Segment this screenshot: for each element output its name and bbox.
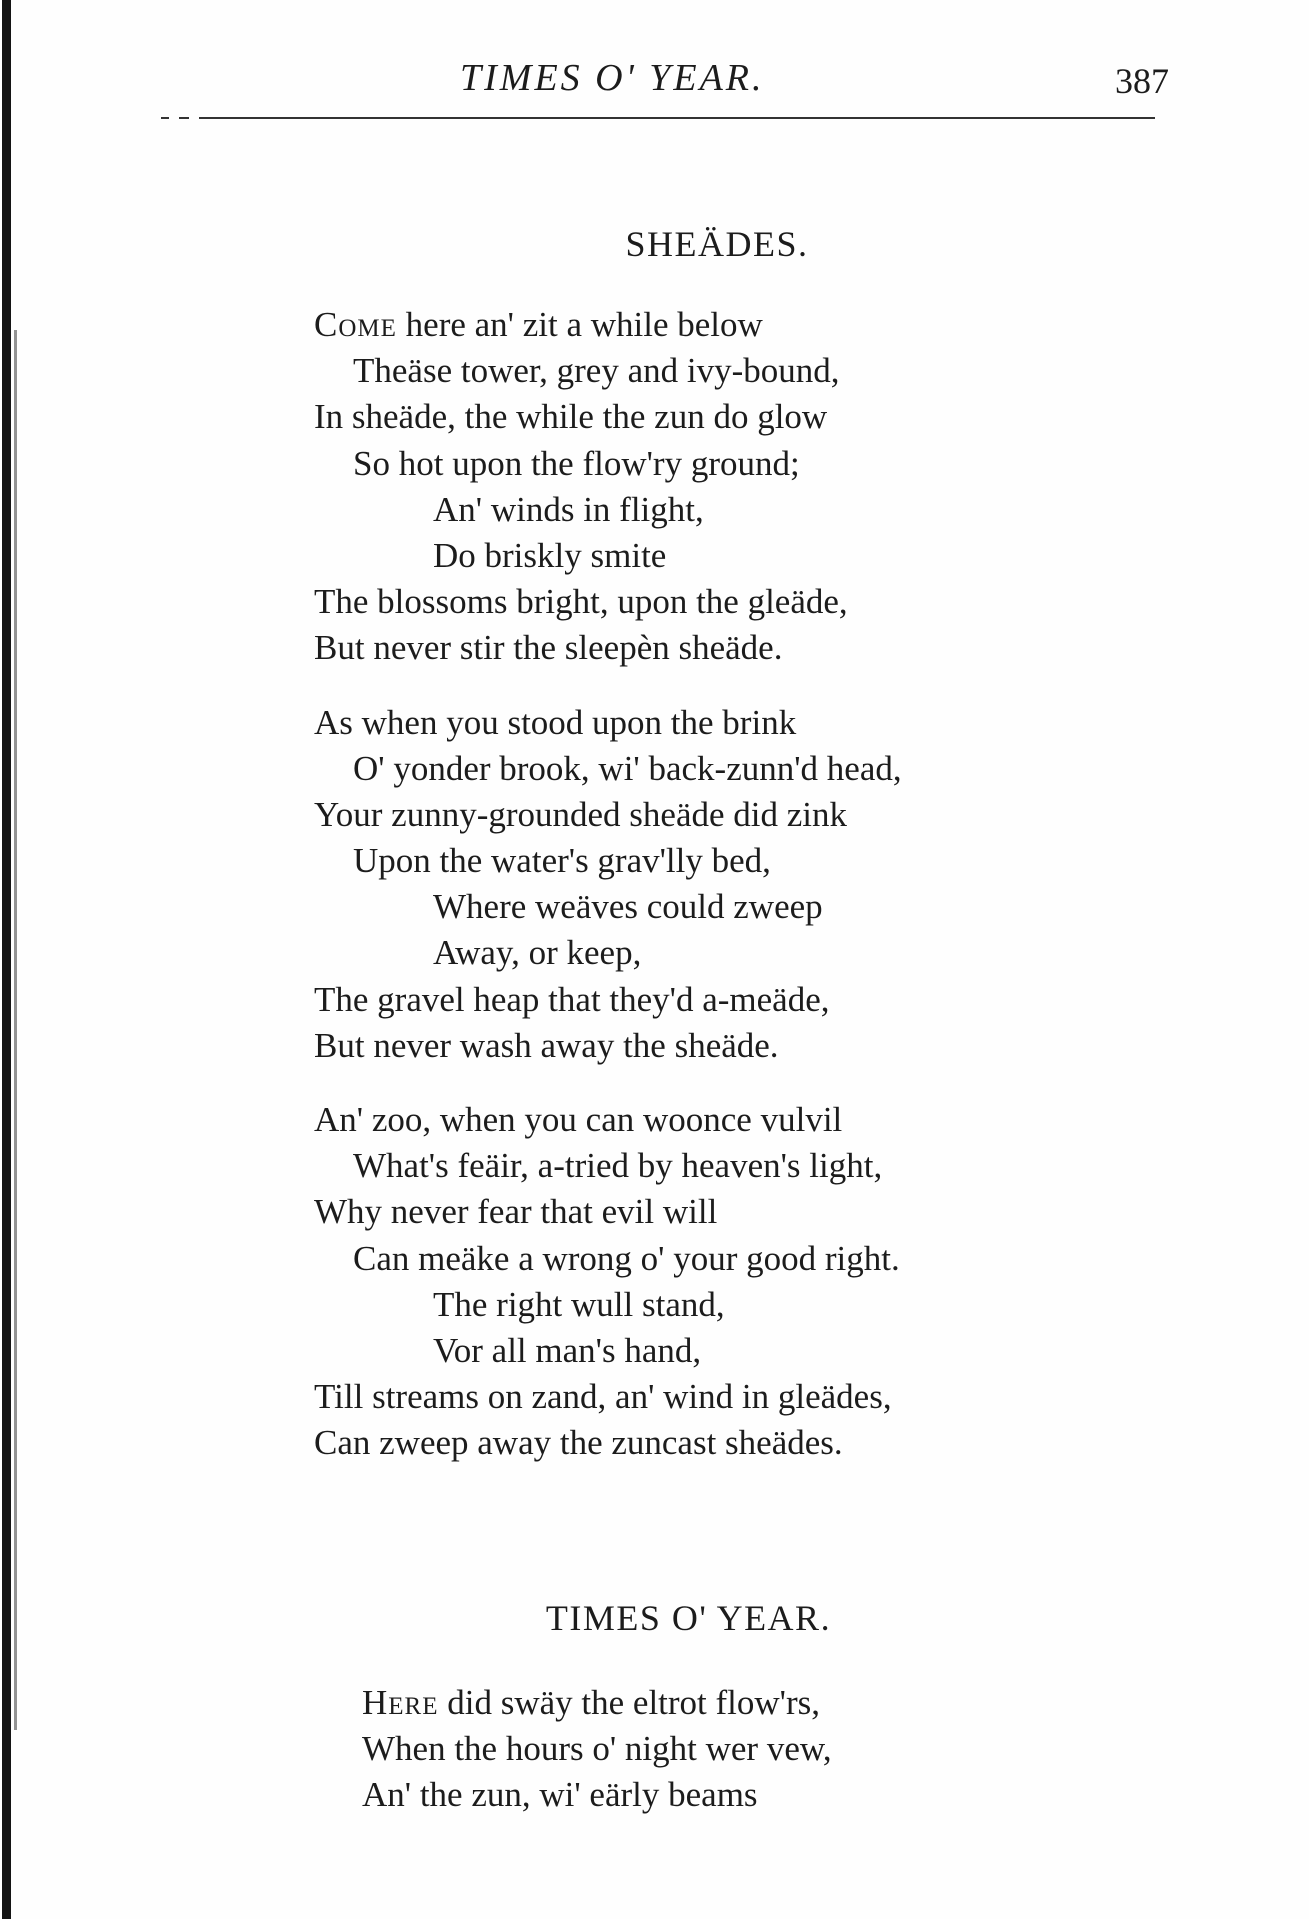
poem-line: But never stir the sleepèn sheäde. bbox=[314, 628, 783, 668]
poem-line: Can zweep away the zuncast sheädes. bbox=[314, 1423, 843, 1463]
poem-line: An' winds in flight, bbox=[433, 489, 704, 529]
poem-line: O' yonder brook, wi' back-zunn'd head, bbox=[353, 748, 902, 788]
poem-line: Why never fear that evil will bbox=[314, 1192, 718, 1232]
stanza-2 bbox=[314, 700, 1194, 1070]
small-caps-opening: Here bbox=[362, 1683, 439, 1722]
poem-line: An' the zun, wi' eärly beams bbox=[362, 1775, 758, 1815]
poem-times-o-year bbox=[362, 1680, 1162, 1819]
poem-line bbox=[362, 1680, 1162, 1726]
poem-line: An' zoo, when you can woonce vulvil bbox=[314, 1100, 843, 1139]
poem-line bbox=[314, 302, 1194, 348]
poem-line: In sheäde, the while the zun do glow bbox=[314, 397, 828, 437]
poem-line: The right wull stand, bbox=[433, 1284, 725, 1324]
poem-line: When the hours o' night wer vew, bbox=[362, 1729, 832, 1769]
poem-line: But never wash away the sheäde. bbox=[314, 1025, 779, 1065]
first-line-text: here an' zit a while below bbox=[396, 305, 763, 344]
gutter-shadow bbox=[14, 330, 17, 1730]
poem-line: Where weäves could zweep bbox=[433, 887, 823, 927]
poem-line: Away, or keep, bbox=[433, 933, 642, 973]
poem-sheades bbox=[314, 302, 1194, 1495]
poem-line: Can meäke a wrong o' your good right. bbox=[353, 1238, 900, 1278]
running-head: TIMES O' YEAR. bbox=[460, 57, 765, 99]
poem-line: Your zunny-grounded sheäde did zink bbox=[314, 794, 848, 834]
stanza-3 bbox=[314, 1097, 1194, 1467]
poem-line: So hot upon the flow'ry ground; bbox=[353, 443, 800, 483]
poem-line: Vor all man's hand, bbox=[433, 1330, 702, 1370]
page-number: 387 bbox=[1115, 61, 1169, 101]
poem-title-sheades: SHEÄDES. bbox=[625, 224, 809, 264]
poem-title-times-o-year: TIMES O' YEAR. bbox=[545, 1598, 832, 1638]
poem-line: Upon the water's grav'lly bed, bbox=[353, 841, 771, 881]
small-caps-opening: Come bbox=[314, 305, 397, 344]
poem-line: The gravel heap that they'd a-meäde, bbox=[314, 979, 830, 1019]
poem-line: Do briskly smite bbox=[433, 535, 667, 575]
first-line-text: did swäy the eltrot flow'rs, bbox=[438, 1683, 821, 1722]
poem-line: What's feäir, a-tried by heaven's light, bbox=[353, 1146, 883, 1186]
poem-line: Till streams on zand, an' wind in gleädes, bbox=[314, 1377, 892, 1417]
poem-line: Theäse tower, grey and ivy-bound, bbox=[353, 351, 840, 391]
poem-line: The blossoms bright, upon the gleäde, bbox=[314, 582, 848, 622]
poem-line: As when you stood upon the brink bbox=[314, 702, 797, 742]
header-rule bbox=[155, 117, 1155, 119]
stanza-1 bbox=[314, 302, 1194, 672]
